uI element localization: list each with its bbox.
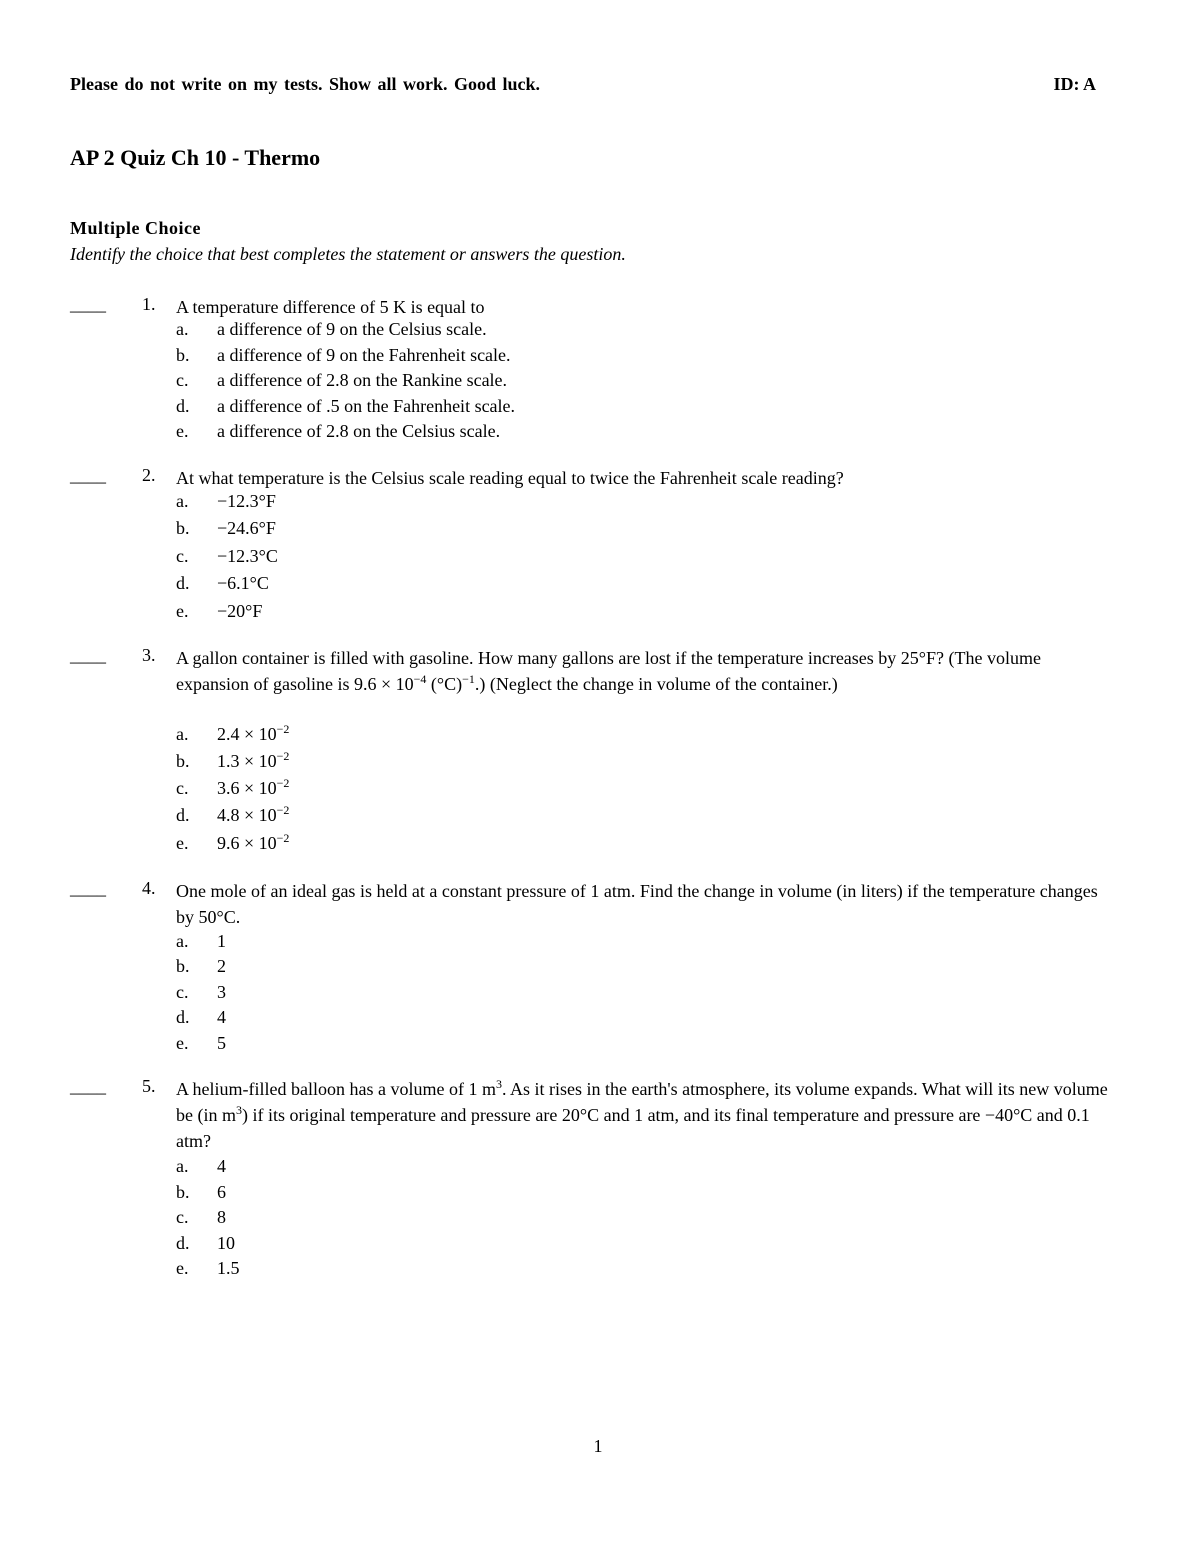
question-stem: One mole of an ideal gas is held at a constant pressure of 1 atm. Find the change in volume (in liters) if the temperature changes by 50°C.: [176, 881, 1098, 927]
question-stem: A temperature difference of 5 K is equal to: [176, 297, 485, 317]
header-instructions: Please do not write on my tests. Show all work. Good luck.: [70, 74, 541, 94]
question-stem: At what temperature is the Celsius scale reading equal to twice the Fahrenheit scale reading?: [176, 468, 844, 488]
answer-blank: ____: [70, 465, 106, 485]
test-id: ID: A: [1053, 74, 1096, 94]
page-header: [70, 74, 1096, 98]
answer-blank: ____: [70, 878, 106, 898]
section-heading: Multiple Choice: [70, 218, 201, 238]
section-instructions: Identify the choice that best completes the statement or answers the question.: [70, 244, 626, 264]
question-number: 3.: [142, 645, 156, 665]
answer-blank: ____: [70, 645, 106, 665]
answer-blank: ____: [70, 1076, 106, 1096]
answer-blank: ____: [70, 294, 106, 314]
page-title: AP 2 Quiz Ch 10 - Thermo: [70, 145, 321, 170]
question-number: 1.: [142, 294, 156, 314]
question-number: 5.: [142, 1076, 156, 1096]
question-stem: A helium-filled balloon has a volume of 1 $m^3$. As it rises in the earth's atmosphere, its volume expands. What will its new volume be (in $m^3$) if its original temperature and pressure are 20°C and 1 atm, and its final temperature and pressure are −40°C and 0.1 atm?: [176, 1077, 1108, 1151]
question-number: 2.: [142, 465, 156, 485]
page-number: 1: [593, 1436, 603, 1456]
question-stem: A gallon container is filled with gasoline. How many gallons are lost if the temperature increases by 25°F? (The volume expansion of gasoline is $9.6 \times 10^{-4}$ $(^\circ C)^{-1}$.) (Neglect the change in volume of the container.): [176, 648, 1041, 694]
question-number: 4.: [142, 878, 156, 898]
